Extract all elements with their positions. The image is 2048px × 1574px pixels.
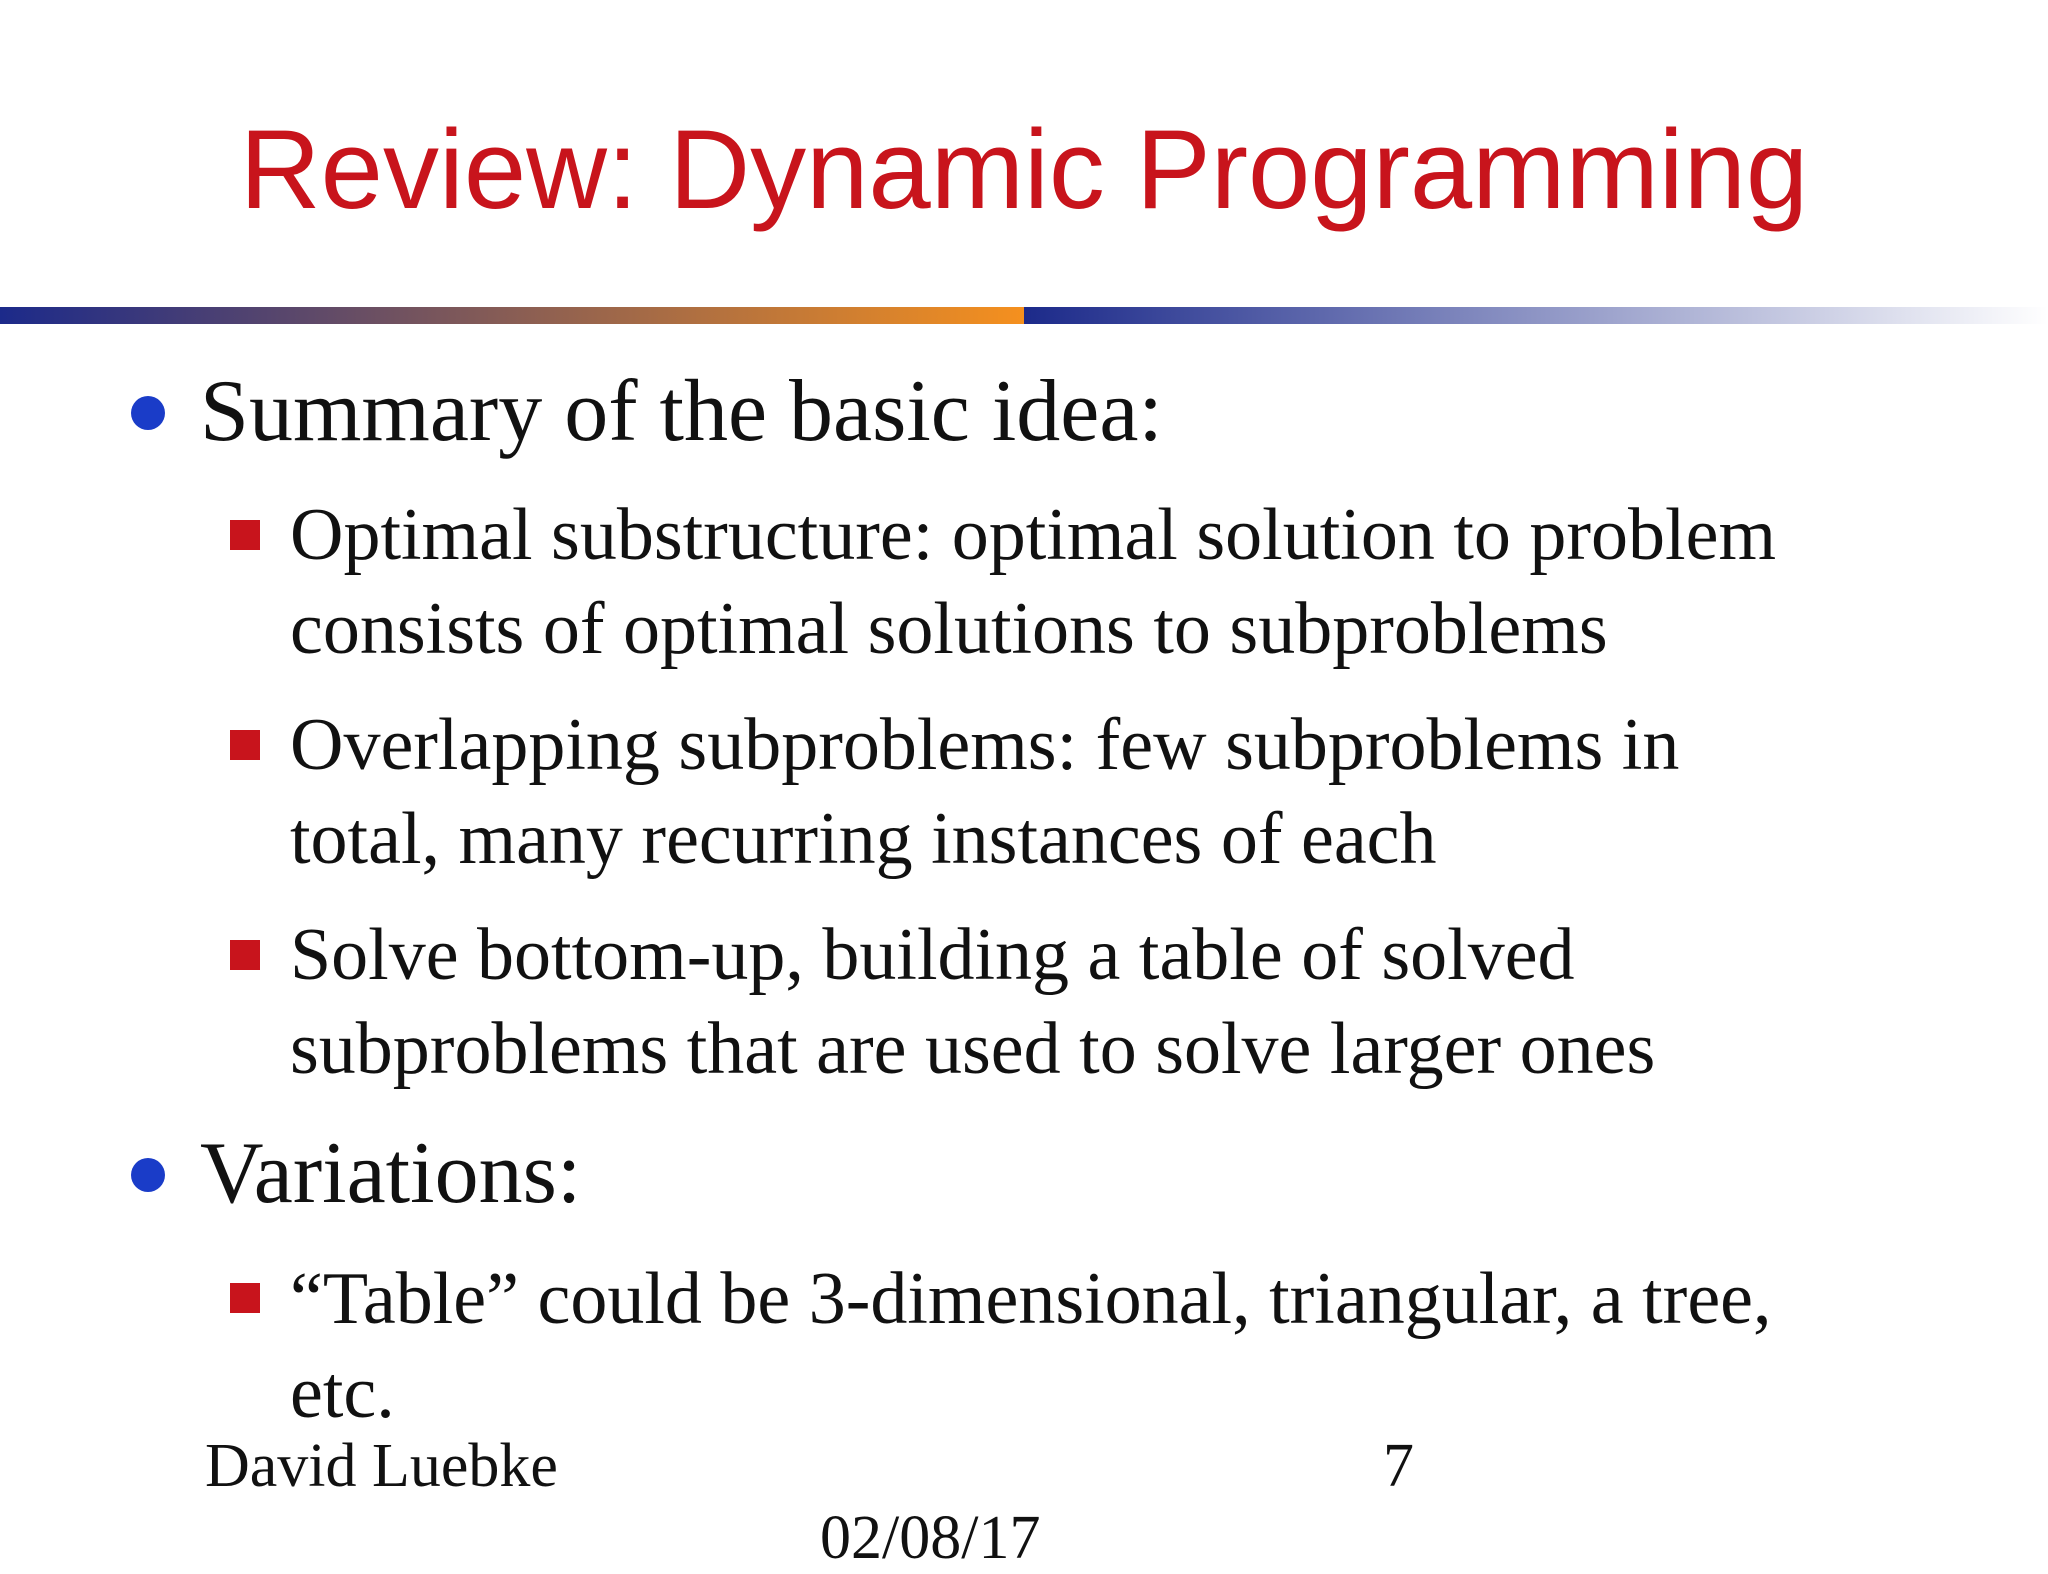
- sub-bullet-square: [230, 730, 260, 760]
- footer-date: 02/08/17: [820, 1504, 1041, 1572]
- sub-bullet-text-continuation: consists of optimal solutions to subproblems: [290, 588, 1608, 670]
- title-rule-left: [0, 307, 1024, 324]
- footer-page-number: 7: [1383, 1432, 1414, 1500]
- sub-bullet-square: [230, 520, 260, 550]
- sub-bullet-text: Solve bottom-up, building a table of solved: [290, 914, 1575, 996]
- sub-bullet-square: [230, 1283, 260, 1313]
- sub-bullet-text-continuation: subproblems that are used to solve larger ones: [290, 1008, 1656, 1090]
- footer-author: David Luebke: [205, 1432, 558, 1500]
- sub-bullet-square: [230, 940, 260, 970]
- bullet-text: Variations:: [200, 1125, 582, 1222]
- sub-bullet-text-continuation: total, many recurring instances of each: [290, 798, 1437, 880]
- title-rule-right: [1024, 307, 2048, 324]
- bullet-text: Summary of the basic idea:: [200, 363, 1163, 460]
- bullet-dot: [131, 1158, 165, 1192]
- sub-bullet-text-continuation: etc.: [290, 1352, 395, 1434]
- bullet-dot: [131, 396, 165, 430]
- sub-bullet-text: Optimal substructure: optimal solution to problem: [290, 494, 1776, 576]
- slide-title: Review: Dynamic Programming: [239, 107, 1809, 232]
- sub-bullet-text: “Table” could be 3-dimensional, triangular, a tree,: [290, 1258, 1772, 1340]
- sub-bullet-text: Overlapping subproblems: few subproblems in: [290, 704, 1680, 786]
